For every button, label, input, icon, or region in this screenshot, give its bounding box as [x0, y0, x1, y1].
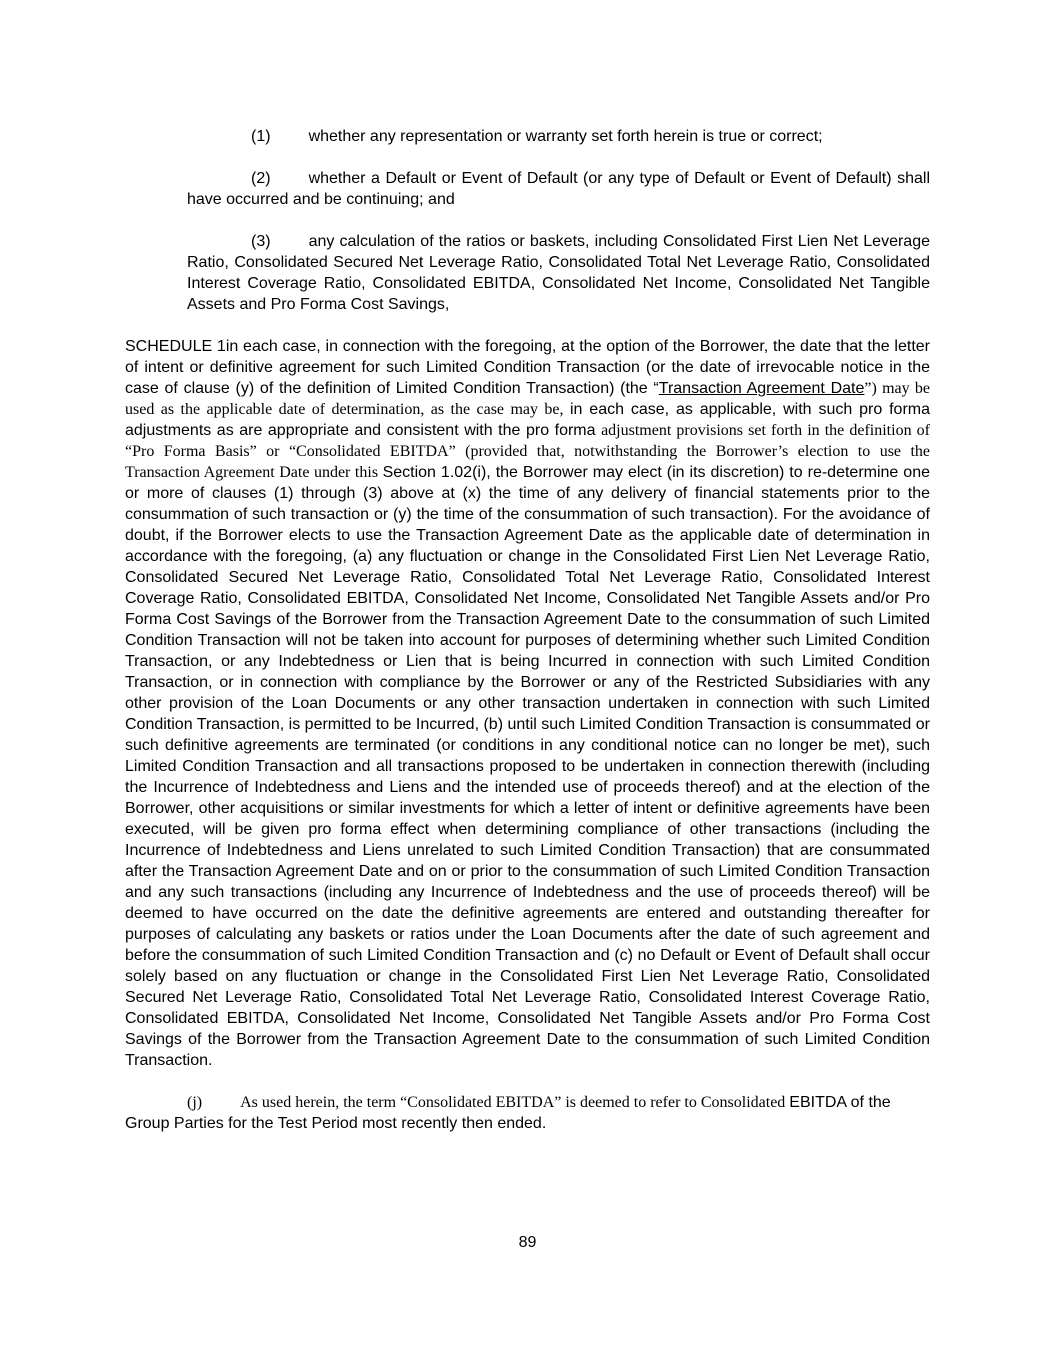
text-run: EBITDA of the Group Parties for the Test Period most recently then ended.: [125, 1094, 891, 1132]
text-run: in each case, as applicable, with such pro forma adjustments as are appropriate and consistent with the pro forma: [125, 401, 931, 439]
text-run: As used herein, the term “Consolidated EBITDA” is deemed to refer to Consolidated: [240, 1094, 790, 1111]
main-paragraph: [125, 336, 930, 1071]
clause-marker: (3): [251, 233, 271, 250]
page-content: [125, 126, 930, 1134]
text-run: in each case, in connection with the foregoing, at the option of the Borrower, the date that the letter of intent or definitive agreement for such Limited Condition Transaction (or the date of irrevocable notice in the case of clause (y) of the definition of Limited Condition Transaction) (the “: [125, 338, 930, 397]
clause-item: [187, 168, 930, 210]
page-number: 89: [518, 1234, 537, 1251]
clause-marker: (1): [251, 128, 271, 145]
text-run: Section 1.02(i), the Borrower may elect (in its discretion) to re-determine one or more of clauses (1) through (3) above at (x) the time of any delivery of financial statements prior to the consummation of such transaction or (y) the time of the consummation of such transaction). For the avoidance of doubt, if the Borrower elects to use the Transaction Agreement Date as the applicable date of determination in accordance with the foregoing, (a) any fluctuation or change in the Consolidated First Lien Net Leverage Ratio, Consolidated Secured Net Leverage Ratio, Consolidated Total Net Leverage Ratio, Consolidated Interest Coverage Ratio, Consolidated EBITDA, Consolidated Net Income, Consolidated Net Tangible Assets and/or Pro Forma Cost Savings of the Borrower from the Transaction Agreement Date to the consummation of such Limited Condition Transaction will not be taken into account for purposes of determining whether such Limited Condition Transaction, or any Indebtedness or Lien that is being Incurred in connection with such Limited Condition Transaction, or in connection with compliance by the Borrower or any of the Restricted Subsidiaries with any other provision of the Loan Documents or any other transaction undertaken in connection with such Limited Condition Transaction, is permitted to be Incurred, (b) until such Limited Condition Transaction is consummated or such definitive agreements are terminated (or conditions in any conditional notice can no longer be met), such Limited Condition Transaction and all transactions proposed to be undertaken in connection therewith (including the Incurrence of Indebtedness and Liens and the intended use of proceeds thereof) and at the election of the Borrower, other acquisitions or similar investments for which a letter of intent or definitive agreements have been executed, will be given pro forma effect when determining compliance of other transactions (including the Incurrence of Indebtedness and Liens unrelated to such Limited Condition Transaction) that are consummated after the Transaction Agreement Date and on or prior to the consummation of such Limited Condition Transaction and any such transactions (including any Incurrence of Indebtedness and the use of proceeds thereof) will be deemed to have occurred on the date the definitive agreements are entered and outstanding thereafter for purposes of calculating any baskets or ratios under the Loan Documents after the date of such agreement and before the consummation of such Limited Condition Transaction and (c) no Default or Event of Default shall occur solely based on any fluctuation or change in the Consolidated First Lien Net Leverage Ratio, Consolidated Secured Net Leverage Ratio, Consolidated Total Net Leverage Ratio, Consolidated Interest Coverage Ratio, Consolidated EBITDA, Consolidated Net Income, Consolidated Net Tangible Assets and/or Pro Forma Cost Savings of the Borrower from the Transaction Agreement Date to the consummation of such Limited Condition Transaction.: [125, 464, 931, 1069]
clause-item: [187, 126, 930, 147]
clause-marker: (2): [251, 170, 271, 187]
clause-marker: (j): [187, 1094, 203, 1111]
clause-list: [125, 126, 930, 315]
text-run: ”) may be used as the applicable date of determination, as the case may be,: [125, 380, 931, 418]
text-run: adjustment provisions set forth in the definition of “Pro Forma Basis” or “Consolidated EBITDA” (provided that, notwithstanding the Borrower’s election to use the Transaction Agreement Date under this: [125, 422, 930, 481]
clause-item: [187, 231, 930, 315]
defined-term: Transaction Agreement Date: [658, 380, 865, 397]
closing-paragraph: [125, 1092, 930, 1134]
clause-text: whether any representation or warranty set forth herein is true or correct;: [308, 128, 823, 145]
clause-text: whether a Default or Event of Default (or any type of Default or Event of Default) shall have occurred and be continuing; and: [187, 170, 930, 208]
clause-text: any calculation of the ratios or baskets, including Consolidated First Lien Net Leverage Ratio, Consolidated Secured Net Leverage Ratio, Consolidated Total Net Leverage Ratio, Consolidated Interest Coverage Ratio, Consolidated EBITDA, Consolidated Net Income, Consolidated Net Tangible Assets and Pro Forma Cost Savings,: [187, 233, 930, 313]
schedule-label: SCHEDULE 1: [125, 338, 226, 355]
